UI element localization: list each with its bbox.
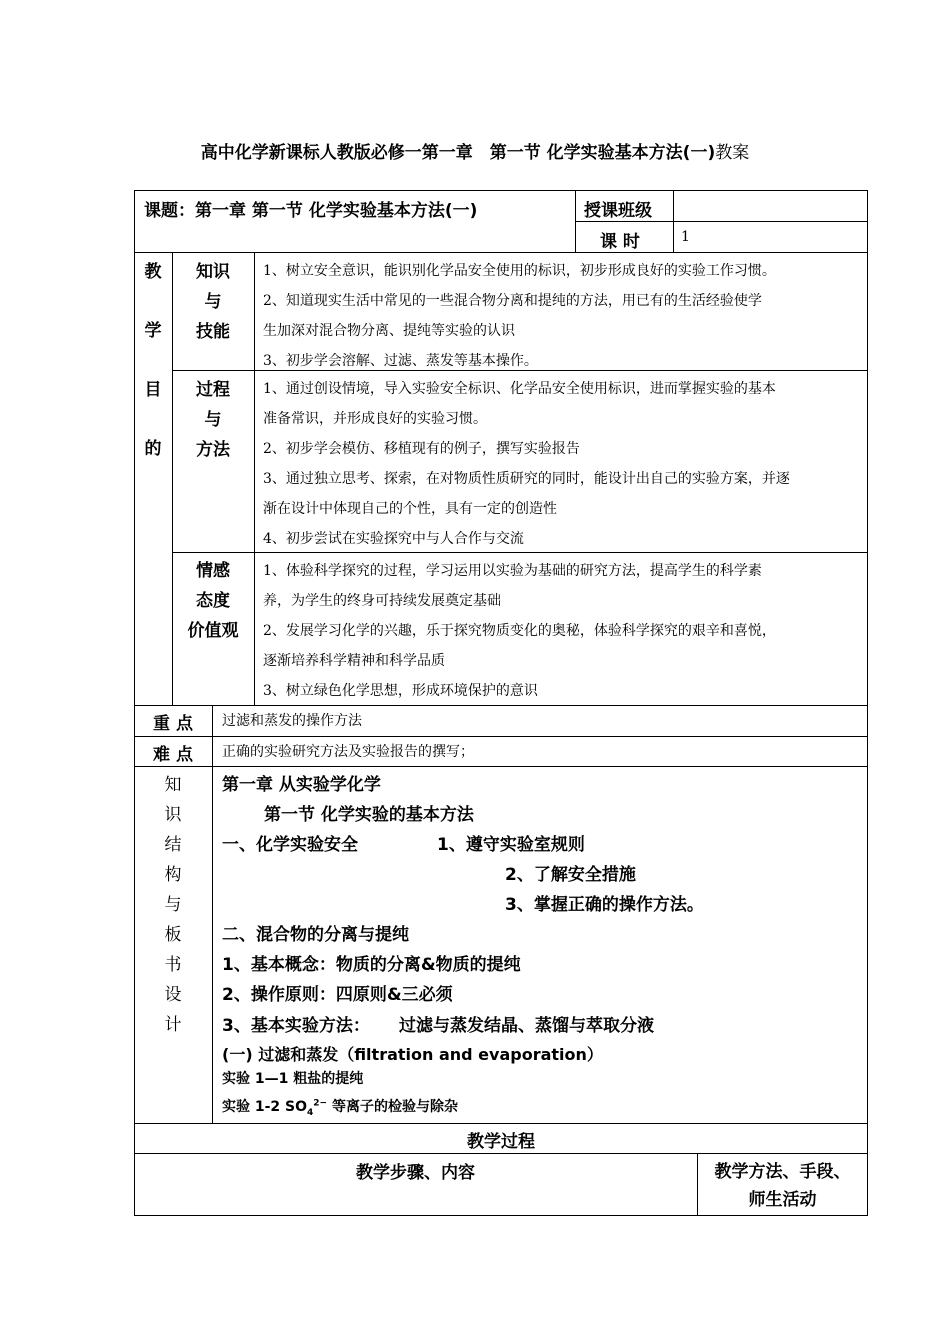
process-line: 准备常识，并形成良好的实验习惯。 <box>263 411 487 427</box>
objectives-label-char: 学 <box>144 321 162 341</box>
page-title-main: 高中化学新课标人教版必修一第一章 第一节 化学实验基本方法(一) <box>200 143 716 163</box>
page-title <box>0 138 950 163</box>
key-point-value: 过滤和蒸发的操作方法 <box>222 713 362 729</box>
divider <box>134 736 868 737</box>
divider <box>134 1153 868 1154</box>
emotion-label-line: 态度 <box>196 591 230 611</box>
objectives-label-char: 的 <box>144 439 162 459</box>
process-line: 4、初步尝试在实验探究中与人合作与交流 <box>263 531 524 547</box>
divider <box>254 252 255 705</box>
structure-label-char: 设 <box>164 985 182 1005</box>
emotion-label <box>172 556 254 646</box>
structure-item2: 2、操作原则：四原则&三必须 <box>222 985 453 1005</box>
structure-label-char: 书 <box>164 955 182 975</box>
emotion-line: 逐渐培养科学精神和科学品质 <box>263 653 445 669</box>
emotion-line: 养，为学生的终身可持续发展奠定基础 <box>263 593 501 609</box>
knowledge-line: 生加深对混合物分离、提纯等实验的认识 <box>263 323 515 339</box>
process-section-title: 教学过程 <box>467 1132 535 1152</box>
knowledge-text <box>263 256 776 376</box>
objectives-label-char: 教 <box>144 262 162 282</box>
knowledge-label <box>172 257 254 347</box>
process-col2-header <box>697 1158 868 1214</box>
process-label-line: 方法 <box>196 440 230 460</box>
objectives-label <box>134 257 172 493</box>
knowledge-label-line: 技能 <box>196 322 230 342</box>
structure-label-char: 板 <box>164 925 182 945</box>
structure-label-char: 计 <box>164 1015 182 1035</box>
process-line: 1、通过创设情境，导入实验安全标识、化学品安全使用标识，进而掌握实验的基本 <box>263 381 776 397</box>
exp2-superscript: 2− <box>313 1098 328 1109</box>
structure-part2: 二、混合物的分离与提纯 <box>222 925 409 945</box>
process-line: 渐在设计中体现自己的个性，具有一定的创造性 <box>263 501 557 517</box>
process-col2-line: 师生活动 <box>748 1190 817 1210</box>
difficulty-value: 正确的实验研究方法及实验报告的撰写； <box>222 744 474 760</box>
structure-part1: 一、化学实验安全 <box>222 835 358 855</box>
divider <box>212 705 213 1123</box>
emotion-text <box>263 556 776 706</box>
class-label: 授课班级 <box>584 201 652 221</box>
knowledge-line: 3、初步学会溶解、过滤、蒸发等基本操作。 <box>263 353 538 369</box>
structure-item3-b: 过滤与蒸发结晶、蒸馏与萃取分液 <box>399 1016 654 1036</box>
process-col1-header: 教学步骤、内容 <box>356 1163 475 1183</box>
structure-section: 第一节 化学实验的基本方法 <box>264 805 474 825</box>
key-point-label: 重 点 <box>153 714 193 734</box>
exp2-text: 实验 1-2 SO <box>222 1099 308 1115</box>
exp2-subscript: 4 <box>307 1107 314 1118</box>
objectives-label-char: 目 <box>144 380 162 400</box>
structure-exp2 <box>222 1096 458 1118</box>
structure-rule1: 1、遵守实验室规则 <box>437 835 585 855</box>
structure-label-char: 构 <box>164 865 182 885</box>
knowledge-label-line: 知识 <box>196 262 230 282</box>
divider <box>134 1123 868 1124</box>
structure-item1: 1、基本概念：物质的分离&物质的提纯 <box>222 955 521 975</box>
structure-rule2: 2、了解安全措施 <box>505 865 636 885</box>
divider <box>134 252 868 253</box>
structure-exp1: 实验 1—1 粗盐的提纯 <box>222 1071 364 1087</box>
process-text <box>263 374 790 554</box>
process-line: 2、初步学会模仿、移植现有的例子，撰写实验报告 <box>263 441 580 457</box>
structure-chapter: 第一章 从实验学化学 <box>222 775 381 795</box>
divider <box>134 766 868 767</box>
structure-label-char: 与 <box>164 895 182 915</box>
structure-label <box>134 770 212 1040</box>
difficulty-label: 难 点 <box>153 745 193 765</box>
knowledge-label-line: 与 <box>204 292 222 312</box>
knowledge-line: 2、知道现实生活中常见的一些混合物分离和提纯的方法，用已有的生活经验使学 <box>263 293 762 309</box>
emotion-label-line: 价值观 <box>187 621 239 641</box>
exp2-text-tail: 等离子的检验与除杂 <box>327 1099 458 1115</box>
structure-item3-a: 3、基本实验方法： <box>222 1016 370 1036</box>
structure-label-char: 结 <box>164 835 182 855</box>
process-col2-line: 教学方法、手段、 <box>714 1162 851 1182</box>
process-label-line: 过程 <box>196 380 230 400</box>
periods-value: 1 <box>681 229 690 245</box>
periods-label: 课 时 <box>600 232 640 252</box>
topic-label: 课题：第一章 第一节 化学实验基本方法(一) <box>144 201 478 221</box>
structure-label-char: 知 <box>164 775 182 795</box>
process-label-line: 与 <box>204 410 222 430</box>
page-title-suffix: 教案 <box>715 143 750 163</box>
structure-rule3: 3、掌握正确的操作方法。 <box>505 895 704 915</box>
divider <box>575 221 868 222</box>
process-line: 3、通过独立思考、探索，在对物质性质研究的同时，能设计出自己的实验方案，并逐 <box>263 471 790 487</box>
structure-sub1: (一) 过滤和蒸发（filtration and evaporation） <box>222 1045 603 1064</box>
emotion-line: 1、体验科学探究的过程，学习运用以实验为基础的研究方法，提高学生的科学素 <box>263 563 762 579</box>
emotion-line: 3、树立绿色化学思想，形成环境保护的意识 <box>263 683 538 699</box>
process-label <box>172 375 254 465</box>
knowledge-line: 1、树立安全意识，能识别化学品安全使用的标识，初步形成良好的实验工作习惯。 <box>263 263 776 279</box>
emotion-line: 2、发展学习化学的兴趣，乐于探究物质变化的奥秘，体验科学探究的艰辛和喜悦， <box>263 623 776 639</box>
structure-label-char: 识 <box>164 805 182 825</box>
emotion-label-line: 情感 <box>196 561 230 581</box>
